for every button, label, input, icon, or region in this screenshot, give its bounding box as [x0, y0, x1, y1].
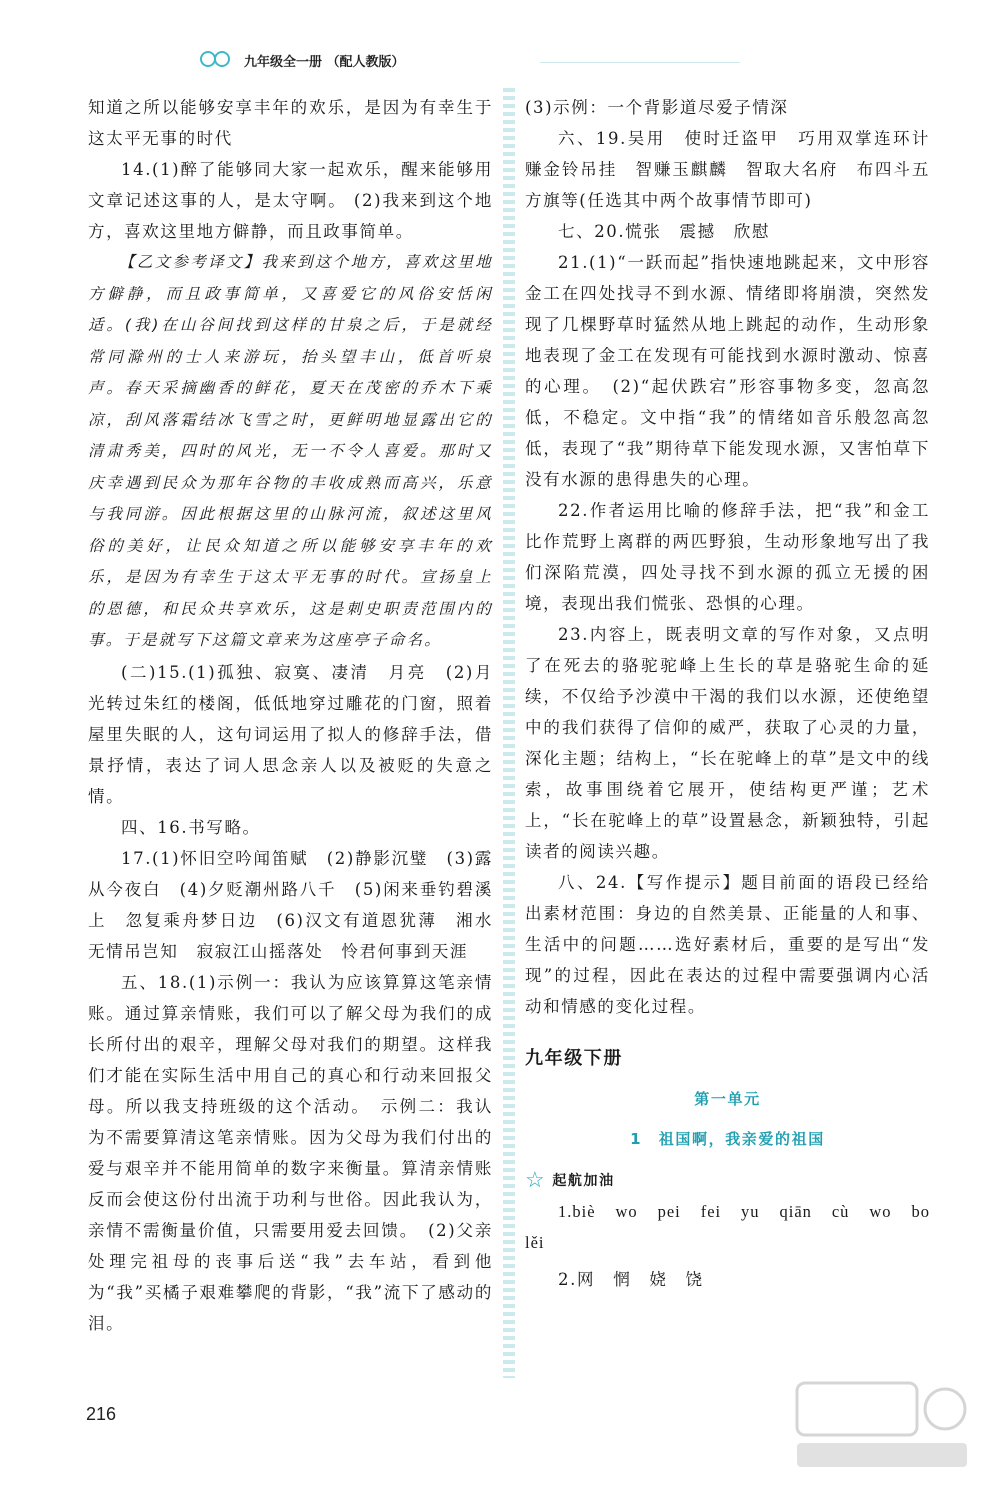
answer-paragraph: (二)15.(1)孤独、寂寞、凄清 月亮 (2)月光转过朱红的楼阁，低低地穿过雕花的门窗，照着屋里失眠的人，这句词运用了拟人的修辞手法，借景抒情，表达了词人思念亲人以及被贬的失意之情。 [88, 662, 493, 806]
answer-paragraph: 22.作者运用比喻的修辞手法，把“我”和金工比作荒野上离群的两匹野狼，生动形象地写出了我们深陷荒漠，四处寻找不到水源的孤立无援的困境，表现出我们慌张、恐惧的心理。 [525, 501, 930, 613]
column-divider [503, 88, 515, 1378]
answer-paragraph: 七、20.慌张 震撼 欣慰 [558, 222, 771, 241]
answer-paragraph: 知道之所以能够安享丰年的欢乐，是因为有幸生于这太平无事的时代 [88, 98, 493, 148]
book-logo-icon [200, 51, 234, 69]
answer-paragraph: 四、16.书写略。 [121, 817, 261, 837]
answer-paragraph: 六、19.吴用 使时迁盗甲 巧用双掌连环计 赚金铃吊挂 智赚玉麒麟 智取大名府 布四斗五方旗等(任选其中两个故事情节即可) [525, 129, 949, 210]
answer-paragraph: 八、24.【写作提示】题目前面的语段已经给出素材范围：身边的自然美景、正能量的人和事、生活中的问题……选好素材后，重要的是写出“发现”的过程，因此在表达的过程中需要强调内心活动和情感的变化过程。 [525, 873, 930, 1016]
answer-paragraph: (3)示例：一个背影道尽爱子情深 [525, 98, 789, 117]
question-2: 2.网 惘 娆 饶 [558, 1270, 704, 1289]
right-column [525, 92, 949, 1295]
star-icon: ☆ [525, 1168, 547, 1193]
left-column [88, 92, 493, 1339]
watermark-logo [795, 1381, 970, 1471]
answer-paragraph: 21.(1)“一跃而起”指快速地跳起来，文中形容金工在四处找寻不到水源、情绪即将崩溃，突然发现了几棵野草时猛然从地上跳起的动作，生动形象地表现了金工在发现有可能找到水源时激动、惊喜的心理。 (2)“起伏跌宕”形容事物多变，忽高忽低，不稳定。文中指“我”的情绪如音乐般忽高忽低，表现了“我”期待草下能发现水源，又害怕草下没有水源的患得患失的心理。 [525, 253, 930, 489]
answer-paragraph: 【乙文参考译文】我来到这个地方，喜欢这里地方僻静，而且政事简单，又喜爱它的风俗安恬闲适。(我)在山谷间找到这样的甘泉之后，于是就经常同滁州的士人来游玩，抬头望丰山，低首听泉声。春天采摘幽香的鲜花，夏天在茂密的乔木下乘凉，刮风落霜结冰飞雪之时，更鲜明地显露出它的清肃秀美，四时的风光，无一不令人喜爱。那时又庆幸遇到民众为那年谷物的丰收成熟而高兴，乐意与我同游。因此根据这里的山脉河流，叙述这里风俗的美好，让民众知道之所以能够安享丰年的欢乐，是因为有幸生于这太平无事的时代。宣扬皇上的恩德，和民众共享欢乐，这是刺史职责范围内的事。于是就写下这篇文章来为这座亭子命名。 [88, 253, 493, 649]
unit-title: 第一单元 [694, 1090, 761, 1108]
answer-paragraph: 五、18.(1)示例一：我认为应该算算这笔亲情账。通过算亲情账，我们可以了解父母为我们的成长所付出的艰辛，理解父母对我们的期望。这样我们才能在实际生活中用自己的真心和行动来回报父母。所以我支持班级的这个活动。 示例二：我认为不需要算清这笔亲情账。因为父母为我们付出的爱与艰辛并不能用简单的数字来衡量。算清亲情账反而会使这份付出流于功利与世俗。因此我认为，亲情不需衡量价值，只需要用爱去回馈。 (2)父亲处理完祖母的丧事后送“我”去车站，看到他为“我”买橘子艰难攀爬的背影，“我”流下了感动的泪。 [88, 972, 493, 1333]
header-rule [540, 62, 740, 63]
page-header [200, 40, 405, 80]
module-label: 起航加油 [552, 1173, 615, 1189]
answer-paragraph: 23.内容上，既表明文章的写作对象，又点明了在死去的骆驼驼峰上生长的草是骆驼生命的延续，不仅给予沙漠中干渴的我们以水源，还使绝望中的我们获得了信仰的威严，获取了心灵的力量，深化主题；结构上，“长在驼峰上的草”是文中的线索，故事围绕着它展开，使结构更严谨；艺术上，“长在驼峰上的草”设置悬念，新颖独特，引起读者的阅读兴趣。 [525, 625, 930, 861]
section-title: 九年级下册 [525, 1048, 623, 1069]
question-1: 1.biè wo pei fei yu qiān cù wo bo lěi [525, 1202, 930, 1252]
answer-paragraph: 14.(1)醉了能够同大家一起欢乐，醒来能够用文章记述这事的人，是太守啊。 (2)我来到这个地方，喜欢这里地方僻静，而且政事简单。 [88, 160, 493, 241]
page-number: 216 [86, 1404, 117, 1424]
module-header [525, 1166, 930, 1196]
answer-paragraph: 17.(1)怀旧空吟闻笛赋 (2)静影沉璧 (3)露从今夜白 (4)夕贬潮州路八千 (5)闲来垂钓碧溪上 忽复乘舟梦日边 (6)汉文有道恩犹薄 湘水无情吊岂知 寂寂江山摇落处 怜君何事到天涯 [88, 848, 493, 961]
header-title: 九年级全一册 （配人教版） [244, 54, 405, 70]
lesson-title: 1 祖国啊，我亲爱的祖国 [630, 1130, 825, 1148]
